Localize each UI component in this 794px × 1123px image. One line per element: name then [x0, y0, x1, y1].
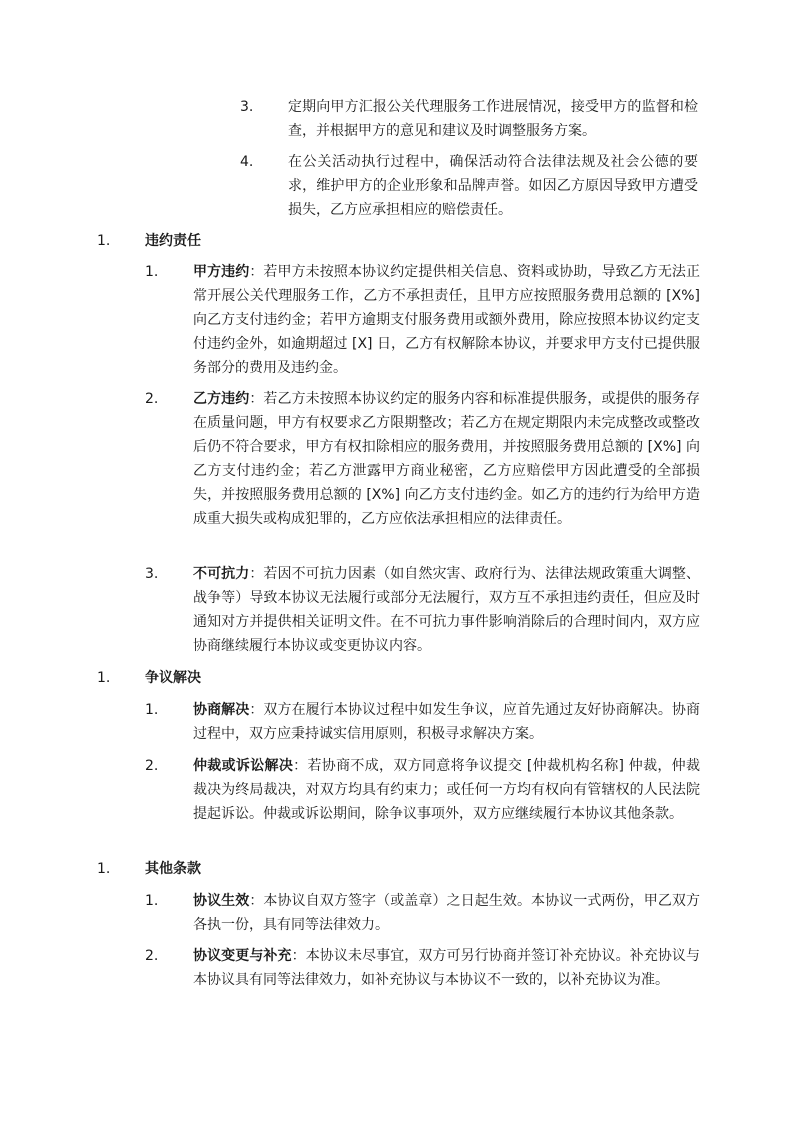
item-text: [193, 944, 700, 992]
item-lead: 协议生效: [193, 893, 250, 909]
item-number: 3.: [240, 99, 254, 115]
item-body: ：若甲方未按照本协议约定提供相关信息、资料或协助，导致乙方无法正常开展公关代理服务工作，乙方不承担责任，且甲方应按照服务费用总额的 [X%] 向乙方支付违约金；若甲方逾期支付服务费用或额外费用，除应按照本协议约定支付违约金外，如逾期超过 [X] 日，乙方有权解除本协议，并要求甲方支付已提供服务部分的费用及违约金。: [193, 264, 700, 376]
item-number: 1.: [145, 702, 159, 718]
section-heading: 违约责任: [145, 233, 201, 249]
item-body: ：本协议未尽事宜，双方可另行协商并签订补充协议。补充协议与本协议具有同等法律效力，如补充协议与本协议不一致的，以补充协议为准。: [193, 948, 701, 988]
item-text: [193, 698, 700, 746]
item-body: ：若协商不成，双方同意将争议提交 [仲裁机构名称] 仲裁，仲裁裁决为终局裁决，对双方均具有约束力；或任何一方均有权向有管辖权的人民法院提起诉讼。仲裁或诉讼期间，除争议事项外，双方应继续履行本协议其他条款。: [193, 758, 700, 822]
item-body: ：本协议自双方签字（或盖章）之日起生效。本协议一式两份，甲乙双方各执一份，具有同等法律效力。: [193, 893, 700, 933]
item-number: 1.: [145, 893, 159, 909]
section-number: 1.: [97, 861, 111, 877]
item-lead: 协商解决: [193, 702, 250, 718]
section-heading: 其他条款: [145, 861, 201, 877]
item-number: 2.: [145, 948, 159, 964]
item-lead: 甲方违约: [193, 264, 250, 280]
section-number: 1.: [97, 670, 111, 686]
item-lead: 不可抗力: [193, 566, 250, 582]
item-body: ：若乙方未按照本协议约定的服务内容和标准提供服务，或提供的服务存在质量问题，甲方有权要求乙方限期整改；若乙方在规定期限内未完成整改或整改后仍不符合要求，甲方有权扣除相应的服务费用，并按照服务费用总额的 [X%] 向乙方支付违约金；若乙方泄露甲方商业秘密，乙方应赔偿甲方因此遭受的全部损失，并按照服务费用总额的 [X%] 向乙方支付违约金。如乙方的违约行为给甲方造成重大损失或构成犯罪的，乙方应依法承担相应的法律责任。: [193, 391, 700, 527]
item-body: ：双方在履行本协议过程中如发生争议，应首先通过友好协商解决。协商过程中，双方应秉持诚实信用原则，积极寻求解决方案。: [193, 702, 700, 742]
item-text: 在公关活动执行过程中，确保活动符合法律法规及社会公德的要求，维护甲方的企业形象和品牌声誉。如因乙方原因导致甲方遭受损失，乙方应承担相应的赔偿责任。: [288, 154, 698, 218]
item-number: 4.: [240, 154, 254, 170]
item-number: 3.: [145, 566, 159, 582]
item-number: 2.: [145, 391, 159, 407]
item-lead: 协议变更与补充: [193, 948, 292, 964]
section-number: 1.: [97, 233, 111, 249]
item-text: [193, 754, 700, 826]
item-number: 1.: [145, 264, 159, 280]
item-lead: 乙方违约: [193, 391, 250, 407]
item-text: [193, 562, 700, 658]
item-number: 2.: [145, 758, 159, 774]
item-body: ：若因不可抗力因素（如自然灾害、政府行为、法律法规政策重大调整、战争等）导致本协议无法履行或部分无法履行，双方互不承担违约责任，但应及时通知对方并提供相关证明文件。在不可抗力事件影响消除后的合理时间内，双方应协商继续履行本协议或变更协议内容。: [193, 566, 700, 654]
item-text: [193, 387, 700, 531]
item-lead: 仲裁或诉讼解决: [193, 758, 294, 774]
section-heading: 争议解决: [145, 670, 201, 686]
item-text: [193, 889, 700, 937]
item-text: 定期向甲方汇报公关代理服务工作进展情况，接受甲方的监督和检查，并根据甲方的意见和建议及时调整服务方案。: [288, 99, 698, 139]
item-text: [193, 260, 700, 380]
